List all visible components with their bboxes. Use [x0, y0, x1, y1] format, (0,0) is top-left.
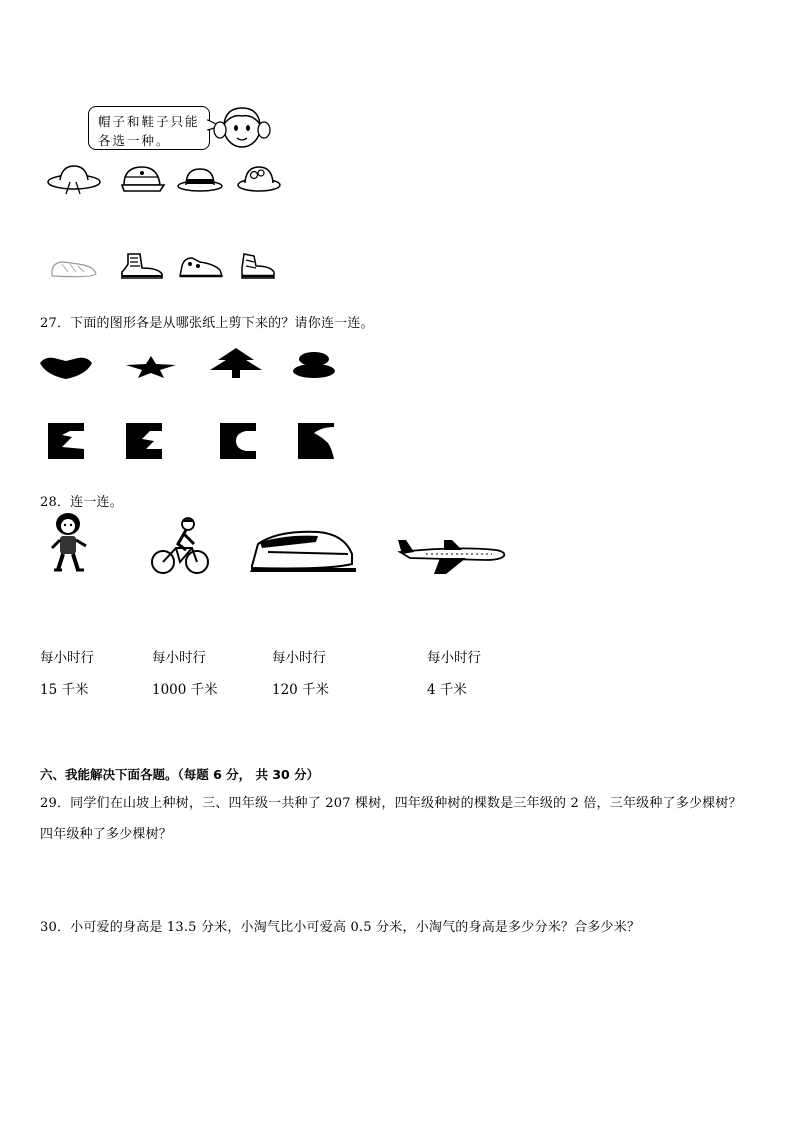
paper-cutout-1-icon[interactable]	[48, 423, 84, 459]
girl-face-icon	[212, 100, 270, 156]
speed-label-3: 每小时行	[272, 650, 326, 666]
speech-text	[98, 112, 200, 150]
flower-hat-icon	[236, 163, 282, 193]
speed-value-3[interactable]: 120 千米	[272, 682, 330, 698]
speech-line-1: 帽子和鞋子只能	[98, 114, 200, 129]
speed-value-2[interactable]: 1000 千米	[152, 682, 218, 698]
question-29-line-1: 29．同学们在山坡上种树，三、四年级一共种了 207 棵树，四年级种树的棵数是三年级的 2 倍，三年级种了多少棵树？	[40, 796, 742, 811]
mushroom-shape-icon[interactable]	[292, 352, 336, 378]
speed-value-1[interactable]: 15 千米	[40, 682, 89, 698]
question-29-line-2: 四年级种了多少棵树？	[40, 827, 173, 842]
paper-cutout-2-icon[interactable]	[126, 423, 162, 459]
speed-label-2: 每小时行	[152, 650, 206, 666]
question-27: 27．下面的图形各是从哪张纸上剪下来的？请你连一连。	[40, 316, 374, 331]
question-28: 28．连一连。	[40, 495, 123, 510]
star-shape-icon[interactable]	[126, 356, 176, 378]
child-walking-icon[interactable]	[48, 512, 90, 574]
paper-cutout-4-icon[interactable]	[298, 423, 334, 459]
tree-shape-icon[interactable]	[210, 348, 262, 378]
boot-icon	[118, 250, 168, 282]
child-shoe-icon	[236, 250, 280, 282]
speed-value-4[interactable]: 4 千米	[427, 682, 467, 698]
speed-label-1: 每小时行	[40, 650, 94, 666]
high-speed-train-icon[interactable]	[248, 524, 356, 574]
sun-hat-icon	[46, 164, 102, 196]
paper-cutout-3-icon[interactable]	[220, 423, 256, 459]
sandal-icon	[48, 254, 100, 280]
baseball-cap-icon	[118, 163, 166, 195]
heart-shape-icon[interactable]	[40, 355, 92, 379]
airplane-icon[interactable]	[396, 536, 508, 576]
sneaker-icon	[176, 252, 226, 282]
speech-line-2: 各选一种。	[98, 133, 171, 148]
fedora-icon	[176, 165, 224, 193]
section-6-title: 六、我能解决下面各题。（每题 6 分， 共 30 分）	[40, 767, 320, 782]
speed-label-4: 每小时行	[427, 650, 481, 666]
question-30: 30．小可爱的身高是 13.5 分米，小淘气比小可爱高 0.5 分米，小淘气的身高是多少分米？合多少米？	[40, 920, 641, 935]
cyclist-icon[interactable]	[150, 516, 210, 578]
